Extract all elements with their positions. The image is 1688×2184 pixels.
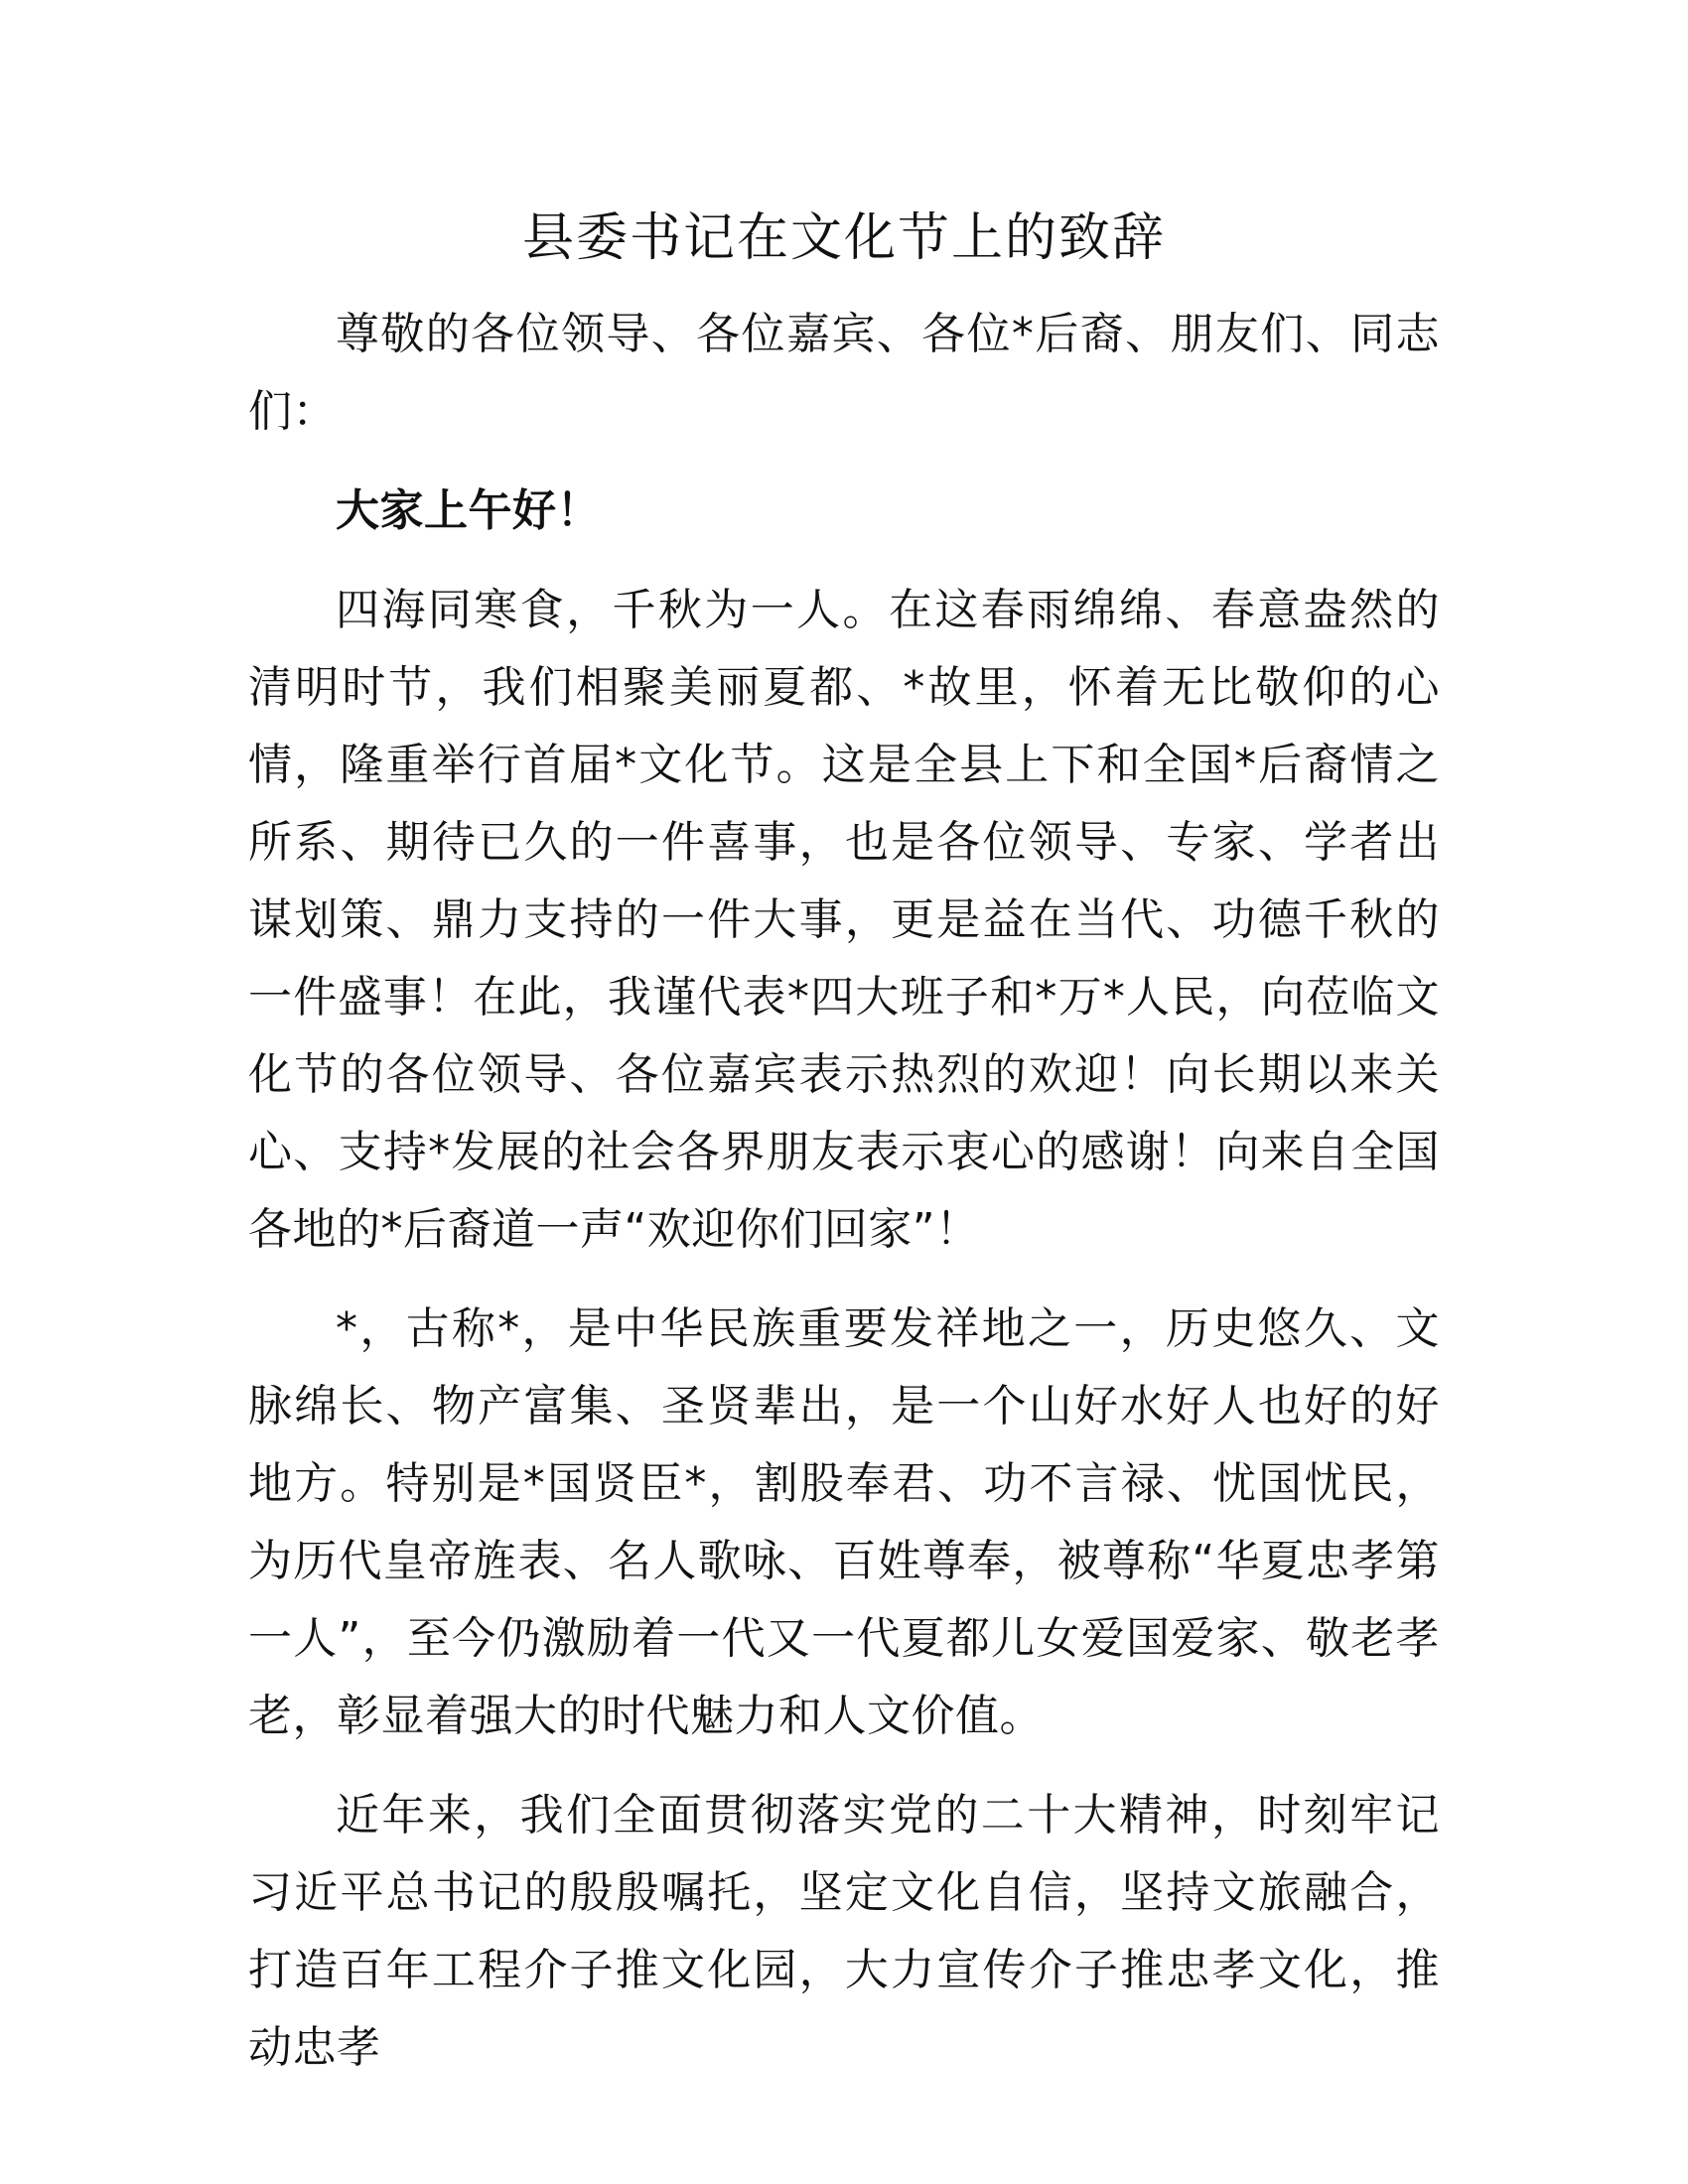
body-paragraph: *，古称*，是中华民族重要发祥地之一，历史悠久、文脉绵长、物产富集、圣贤辈出，是一个山好水好人也好的好地方。特别是*国贤臣*，割股奉君、功不言禄、忧国忧民，为历代皇帝旌表、名人歌咏、百姓尊奉，被尊称“华夏忠孝第一人”，至今仍激励着一代又一代夏都儿女爱国爱家、敬老孝老，彰显着强大的时代魅力和人文价值。 (248, 1303, 1440, 1741)
document-title: 县委书记在文化节上的致辞 (521, 208, 1166, 268)
greeting-paragraph: 大家上午好！ (336, 485, 601, 536)
salutation-paragraph: 尊敬的各位领导、各位嘉宾、各位*后裔、朋友们、同志们： (248, 309, 1440, 437)
body-paragraph: 近年来，我们全面贯彻落实党的二十大精神，时刻牢记习近平总书记的殷殷嘱托，坚定文化自信，坚持文旅融合，打造百年工程介子推文化园，大力宣传介子推忠孝文化，推动忠孝 (248, 1790, 1440, 2073)
body-paragraph: 四海同寒食，千秋为一人。在这春雨绵绵、春意盎然的清明时节，我们相聚美丽夏都、*故里，怀着无比敬仰的心情，隆重举行首届*文化节。这是全县上下和全国*后裔情之所系、期待已久的一件喜事，也是各位领导、专家、学者出谋划策、鼎力支持的一件大事，更是益在当代、功德千秋的一件盛事！在此，我谨代表*四大班子和*万*人民，向莅临文化节的各位领导、各位嘉宾表示热烈的欢迎！向长期以来关心、支持*发展的社会各界朋友表示衷心的感谢！向来自全国各地的*后裔道一声“欢迎你们回家”！ (248, 585, 1440, 1255)
document-body (248, 296, 1440, 2109)
